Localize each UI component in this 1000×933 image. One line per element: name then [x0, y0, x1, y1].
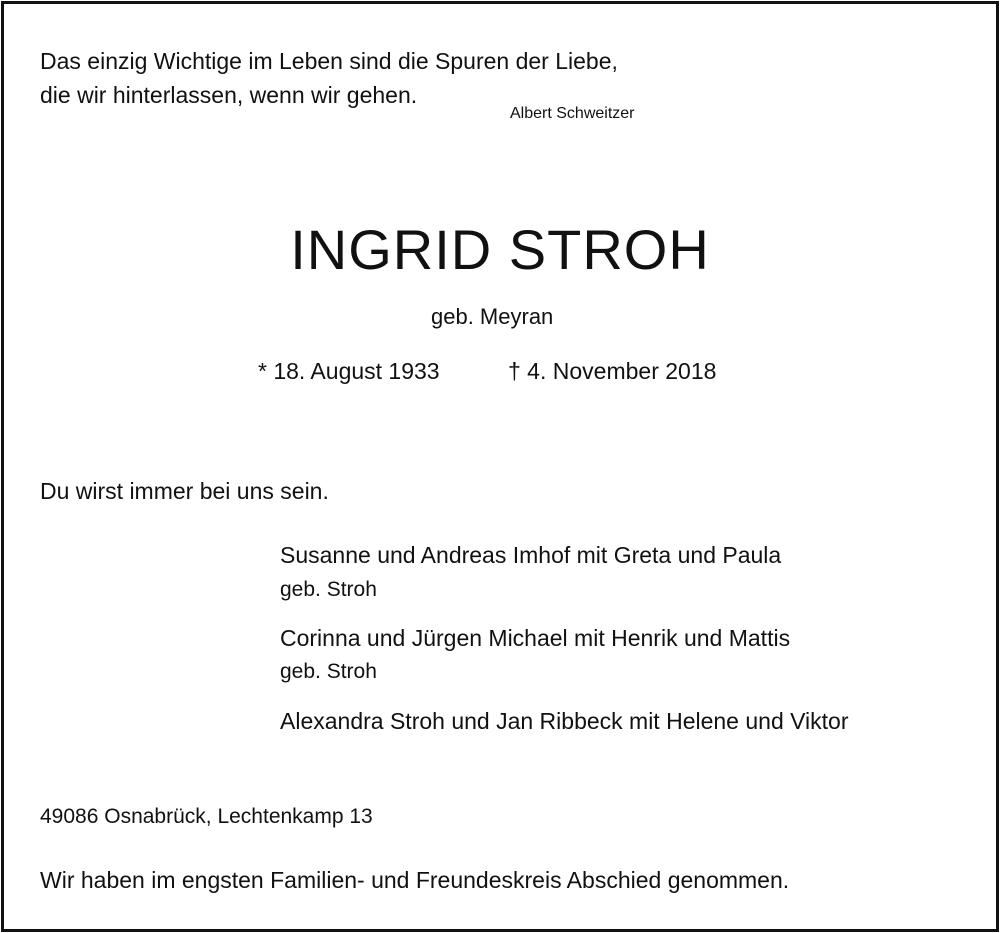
closing-line: Wir haben im engsten Familien- und Freundeskreis Abschied genommen.: [40, 867, 790, 893]
farewell-line: Du wirst immer bei uns sein.: [40, 478, 329, 504]
maiden-name: geb. Meyran: [431, 304, 554, 329]
death-date: † 4. November 2018: [508, 358, 717, 384]
obituary-frame: [1, 1, 999, 932]
mourner-names-1: Susanne und Andreas Imhof mit Greta und Paula: [280, 542, 782, 568]
quote: [40, 44, 618, 112]
quote-author: Albert Schweitzer: [510, 105, 635, 122]
mourner-names-3: Alexandra Stroh und Jan Ribbeck mit Helene und Viktor: [280, 708, 849, 734]
quote-line-2: die wir hinterlassen, wenn wir gehen.: [40, 82, 418, 108]
address: 49086 Osnabrück, Lechtenkamp 13: [40, 805, 373, 828]
birth-date: * 18. August 1933: [258, 358, 440, 384]
quote-line-1: Das einzig Wichtige im Leben sind die Spuren der Liebe,: [40, 48, 618, 74]
mourner-note-1: geb. Stroh: [280, 578, 377, 601]
mourner-note-2: geb. Stroh: [280, 660, 377, 683]
deceased-name: INGRID STROH: [290, 218, 710, 281]
mourner-names-2: Corinna und Jürgen Michael mit Henrik und Mattis: [280, 625, 791, 651]
